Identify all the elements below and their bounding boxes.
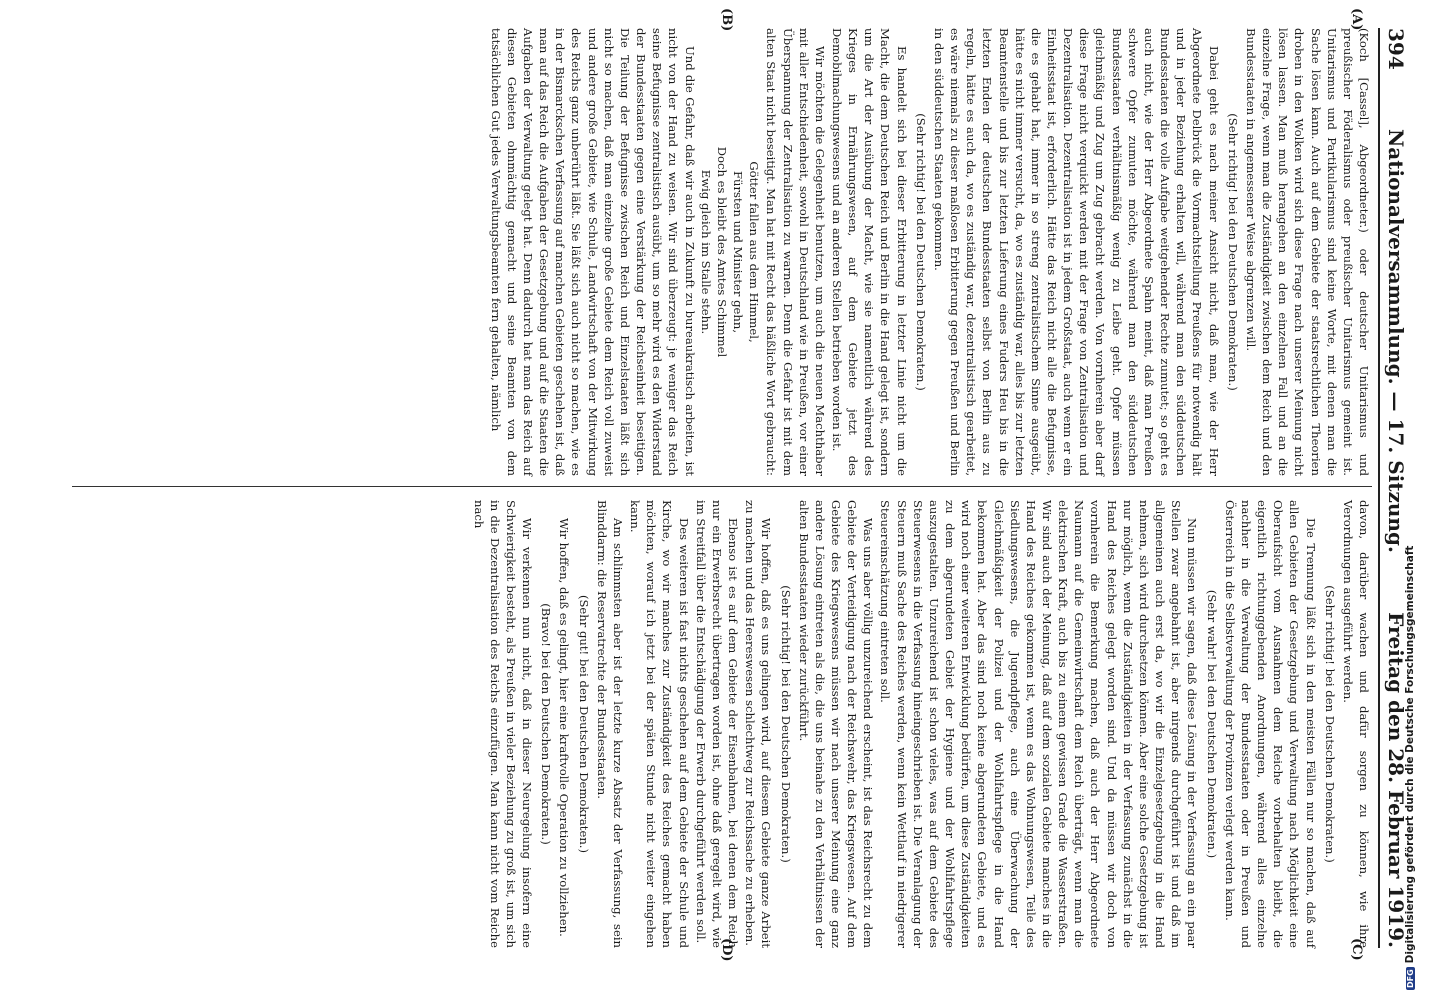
dfg-logo-icon: DFG [1406,969,1415,988]
paragraph: Wir verkennen nun nicht, daß in dieser Neuregelung insofern eine Schwierigkeit besteht, als Preußen in vieler Beziehung zu groß ist, um sich in die Dezentralisation des Reichs einzufügen. Man kann nicht vom Reiche nach [471,500,535,948]
interjection: (Sehr richtig! bei den Deutschen Demokraten.) [913,113,928,391]
paragraph: Dabei geht es nach meiner Ansicht nicht, daß man, wie der Herr Abgeordnete Delbrück die Vormachtstellung Preußens für notwendig hält und in jeder Beziehung erhalten will, während man den süddeutschen Bundesstaaten die volle Aufgabe weitgehender Rechte zumutet; so geht es auch nicht, wie der Herr Abgeordnete Spahn meint, daß man Preußen schwere Opfer zumuten möchte, während man den süddeutschen Bundesstaaten verhältnismäßig wenig zu Leibe geht. Opfer müssen gleichmäßig und Zug um Zug gebracht werden. Von vornherein aber darf diese Frage nicht verquickt werden mit der Frage von Zentralisation und Dezentralisation. Dezentralisation ist in jedem Großstaat, auch wenn er ein Einheitsstaat ist, erforderlich. Hätte das Reich nicht alle die Befugnisse, die es gehabt hat, immer in so streng zentralistischem Sinne ausgeübt, hätte es nicht immer versucht, da, wo es zuständig war, alles bis zur letzten Beamtenstelle und bis zur letzten Lieferung eines Fuders Heu bis in die letzten Enden der deutschen Bundesstaaten selbst von Berlin aus zu regeln, hätte es auch da, wo es zuständig war, dezentralistisch gearbeitet, es wäre niemals zu dieser maßlosen Erbitterung gegen Preußen und Berlin in den süddeutschen Staaten gekommen. [931,28,1221,476]
column-divider [72,486,1372,487]
verse-line: Ewig gleich im Stalle stehn. [698,169,713,335]
interjection: (Sehr richtig! bei den Deutschen Demokraten.) [778,585,793,863]
paragraph: (Koch [Cassel], Abgeordneter.) oder deutscher Unitarismus und preußischer Föderalismus oder preußischer Unitarismus gemeint ist. Unitarismus und Partikularismus sind keine Worte, mit denen man die Sache lösen kann. Auch auf dem Gebiete der staatsrechtlichen Theorien droben in den Wolken wird sich diese Frage nach unserer Meinung nicht lösen lassen. Man muß herangehen an den einzelnen Fall und an die einzelne Frage, wenn man die Zuständigkeit zwischen dem Reich und den Bundesstaaten in angemessener Weise abgrenzen will. [1243,28,1371,476]
paragraph: Die Trennung läßt sich in den meisten Fällen nur so machen, daß auf allen Gebieten der Gesetzgebung und Verwaltung nach Möglichkeit eine Oberaufsicht vom Ausnahmen dem Reiche vorbehalten bleibt, die eigentlich richtunggebenden Anordnungen, während alles einzelne nachher in die Verwaltung der Bundesstaaten oder in Preußen und Österreich in die Selbstverwaltung der Provinzen verlegt werden kann. [1222,500,1318,948]
paragraph: Am schlimmsten aber ist der letzte kurze Absatz der Verfassung, sein Blinddarm: die Reservatrechte der Bundesstaaten. [594,500,625,948]
margin-mark-b: (B) [719,8,734,32]
page-title: Nationalversammlung. — 17. Sitzung. [1384,129,1408,553]
paragraph: Wir hoffen, daß es uns gelingen wird, auf diesem Gebiete ganze Arbeit zu machen und das Heereswesen schlechtweg zur Reichssache zu erheben. [743,500,774,948]
verse-line: Fürsten und Minister gehn, [731,170,746,334]
paragraph: Des weiteren ist fast nichts geschehen auf dem Gebiete der Schule und Kirche, wo wir manches zur Zuständigkeit des Reiches gemacht haben möchten, worauf ich jetzt bei der späten Stunde nicht weiter eingehen kann. [628,500,691,948]
digitization-credit [1404,20,1420,990]
interjection: (Sehr wahr! bei den Deutschen Demokraten.) [1204,589,1219,859]
paragraph: davon, darüber wachen und dafür sorgen zu können, wie ihre Verordnungen ausgeführt werden. [1340,500,1371,948]
paragraph: Was uns aber völlig unzureichend erscheint, ist das Reichsrecht zu dem Gebiete der Verteidigung nach der Reichswehr, das Kriegswesen. Auf dem Gebiete des Kriegswesens müssen wir nach unserer Meinung eine ganz andere Lösung eintreten als die, die uns beinahe zu den Verhältnissen der alten Bundesstaaten wieder zurückführt. [796,500,876,948]
interjection: (Bravo! bei den Deutschen Demokraten.) [539,603,554,845]
paragraph: Wir möchten die Gelegenheit benutzen, um auch die neuen Machthaber mit aller Entschiedenheit, sowohl in Deutschland wie in Preußen, vor einer Überspannung der Zentralisation zu warnen. Denn die Gefahr ist mit dem alten Staat nicht beseitigt. Man hat mit Recht das häßliche Wort gebraucht: [764,28,827,476]
paragraph: Ebenso ist es auf dem Gebiete der Eisenbahnen, bei denen dem Reich nur ein Erwerbsrecht übertragen worden ist, ohne daß geregelt wird, wie im Streitfall über die Entschädigung der Erwerb durchgeführt werden soll. [693,500,741,948]
right-column [470,500,1372,948]
paragraph: Es handelt sich bei dieser Erbitterung in letzter Linie nicht um die Macht, die dem Deutschen Reich und Berlin in die Hand gelegt ist, sondern um die Art der Ausübung der Macht, wie sie namentlich während des Krieges in Ernährungswesen, auf dem Gebiete jetzt des Demobilmachungswesens und an anderen Stellen betrieben worden ist. [830,28,909,476]
verse-line: Doch es bleibt des Amtes Schimmel [714,146,729,358]
interjection: (Sehr richtig! bei den Deutschen Demokraten.) [1322,585,1337,863]
margin-mark-a: (A) [1349,8,1364,31]
page-date: Freitag den 28. Februar 1919. [1384,612,1408,948]
credit-text: Digitalisierung gefördert durch die Deutsche Forschungsgemeinschaft [1404,545,1416,964]
page-number: 394 [1384,28,1408,70]
paragraph: Wir hoffen, daß es gelingt, hier eine kraftvolle Operation zu vollziehen. [557,518,572,937]
interjection: (Sehr gut! bei den Deutschen Demokraten.) [576,594,591,854]
paragraph: Und die Gefahr, daß wir auch in Zukunft zu bureaukratisch arbeiten, ist nicht von der Hand zu weisen. Wir sind überzeugt: je weniger das Reich seine Befugnisse zentralistisch ausübt, um so mehr wird es den Widerstand der Bundesstaaten gegen eine Verstärkung der Reichseinheit beseitigen. Die Teilung der Befugnisse zwischen Reich und Einzelstaaten läßt sich nicht so machen, daß man einzelne große Gebiete dem Reich voll zuweist und andere große Gebiete, wie Schule, Landwirtschaft von der Mitwirkung des Reichs ganz unberührt läßt. Sie läßt sich auch nicht so machen, wie es in der Bismarckschen Verfassung auf manchen Gebieten geschehen ist, daß man auf das Reich die Aufgaben der Gesetzgebung und auf die Staaten die Aufgaben der Verwaltung gelegt hat. Denn dadurch hat man das Reich auf diesen Gebieten ohnmächtig gemacht und seine Beamten von dem tatsächlichen Gut jedes Verwaltungsbeamten fern gehalten, nämlich [488,28,697,476]
document-page [0,8,1434,968]
interjection: (Sehr richtig! bei den Deutschen Demokraten.) [1225,113,1240,391]
margin-mark-c: (C) [1349,938,1364,961]
verse-line: Götter fallen aus dem Himmel, [747,161,762,343]
margin-mark-d: (D) [719,938,734,962]
paragraph: Nun müssen wir sagen, daß diese Lösung in der Verfassung an ein paar Stellen zwar angebahnt ist, aber nirgends durchgeführt ist und daß im allgemeinen auch erst da, wo wir die Einzelgesetzgebung in die Hand nehmen, sich wird durchsetzen können. Aber eine solche Gesetzgebung ist nur möglich, wenn die Zuständigkeiten in der Verfassung zunächst in die Hand des Reiches gelegt worden sind. Und da müssen wir doch von vornherein die Bemerkung machen, daß auch der Herr Abgeordnete Naumann auf die Gemeinwirtschaft dem Reich überträgt, wenn man die elektrischen Kraft, auch bis zu einem gewissen Grade die Wasserstraßen. Wir sind auch der Meinung, daß auf dem sozialen Gebiete manches in die Hand des Reiches gekommen ist, wenn es das Wohnungswesen, Teile des Siedlungswesens, die Jugendpflege, auch eine Überwachung der Gleichmäßigkeit der Polizei und der Wohlfahrtspflege in die Hand bekommen hat. Aber das sind noch keine abgerundeten Gebiete, und es wird noch einer weiteren Entwicklung bedürfen, um diese Zuständigkeiten zu dem abgerundeten Gebiet der Hygiene und der Wohlfahrtspflege auszugestalten. Unzureichend ist schon vieles, was auf dem Gebiete des Steuerwesens in die Verfassung hineingeschrieben ist. Die Veranlagung der Steuern muß Sache des Reiches werden, wenn kein Wettlauf in niedrigerer Steuereinschätzung eintreten soll. [878,500,1200,948]
left-column [487,28,1372,476]
